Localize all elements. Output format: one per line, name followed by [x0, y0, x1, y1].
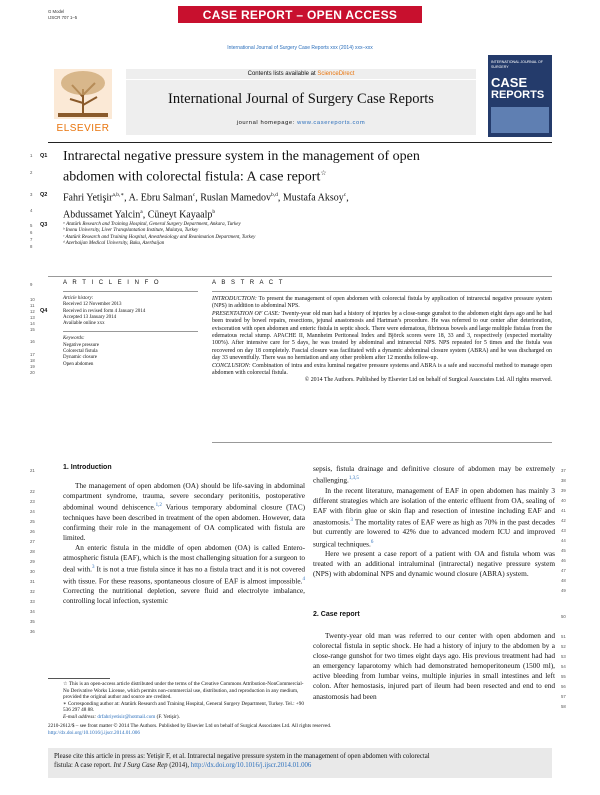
abstract-copyright: © 2014 The Authors. Published by Elsevier Ltd on behalf of Surgical Associates Ltd. All rights reserved. [304, 377, 552, 384]
line-number: 15 [30, 327, 35, 332]
author-sup: b [212, 209, 216, 216]
header-rule [48, 142, 552, 143]
intro-p2: An enteric fistula in the middle of open abdomen (OA) is called Entero-atmospheric fistula (EAF), which is the most challenging situation for a surgeon to deal with. [63, 542, 305, 574]
rc-p3: Here we present a case report of a patient with OA and fistula whom was treated with an additional intraluminal (intrarectal) negative pressure system (NPS) with abdominal NPS and dynamic wound closure (ABRA) system. [313, 549, 555, 579]
line-number: 19 [30, 364, 35, 369]
intro-p1: The management of open abdomen (OA) should be life-saving in abdominal compartment syndrome, trauma, severe secondary peritonitis, postoperative abdominal wound dehiscence. [63, 481, 305, 512]
divider [48, 276, 552, 277]
affiliation: ᵈ Azerbaijan Medical University, Baku, Azerbaijan [63, 241, 165, 247]
line-number: 13 [30, 315, 35, 320]
divider [63, 291, 198, 292]
author-sup: a,b,∗ [112, 192, 125, 198]
author-name: , Mustafa Aksoy [277, 192, 344, 204]
keyword: Open abdomen [63, 361, 94, 367]
intro-body [63, 481, 305, 606]
email-link[interactable]: drfahriyetisir@hotmail.com [97, 713, 156, 720]
footnote-corresponding: ∗ Corresponding author at: Atatürk Research and Training Hospital, General Surgery Department, Turkey. Tel.: +90 536 297 48 88. [63, 700, 304, 714]
rc-p2b: The mortality rates of EAF were as high as 70% in the past decades but currently are lowered to 42% due to advanced modern ICU and improved surgical techniques. [313, 517, 555, 548]
line-number: 57 [561, 694, 566, 699]
line-number: 38 [561, 478, 566, 483]
line-number: 48 [561, 578, 566, 583]
query-marker: Q4 [40, 308, 48, 314]
author-sup: b,d [271, 192, 278, 198]
line-number: 21 [30, 468, 35, 473]
footnotes [63, 681, 305, 721]
abstract-conclusion: Combination of intra and extra luminal negative pressure systems and ABRA is a safe and successful method to manage open abdomen with colorectal fistula. [212, 362, 552, 377]
abstract-conclusion-label: CONCLUSION: [212, 362, 251, 369]
affiliations [63, 222, 533, 248]
footnote-license: ☆ This is an open-access article distributed under the terms of the Creative Commons Attribution-NonCommercial-No Derivative Works License, which permits non-commercial use, distribution, and reproduction in any medium, provided the original author and source are credited. [63, 681, 304, 701]
line-number: 1 [30, 153, 33, 158]
line-number: 8 [30, 244, 33, 249]
title-line2: abdomen with colorectal fistula: A case report [63, 169, 321, 185]
email-suffix: (F. Yetişir). [155, 713, 180, 720]
rc-p1: sepsis, fistula drainage and definitive closure of abdomen may be extremely challenging. [313, 464, 555, 485]
history-label: Article history: [63, 296, 94, 301]
intro-p2b: It is not a true fistula since it has no a fistula tract and it is not covered with tissue. For these reasons, spontaneous closure of EAF is almost impossible. [63, 564, 305, 586]
line-number: 42 [561, 518, 566, 523]
line-number: 32 [30, 589, 35, 594]
line-number: 35 [30, 619, 35, 624]
author-name: , Cüneyt Kayaalp [142, 209, 213, 221]
intro-heading: 1. Introduction [63, 464, 112, 471]
abstract-intro: To present the management of open abdomen with colorectal fistula by application of intrarectal negative pressure system (NPS) in addition to abdominal NPS. [212, 296, 552, 310]
citation-ref[interactable]: 4 [302, 576, 305, 582]
author-sup: c [192, 192, 196, 198]
title-star: ☆ [320, 169, 327, 177]
line-number: 45 [561, 548, 566, 553]
line-number: 27 [30, 539, 35, 544]
abstract-heading: A B S T R A C T [212, 280, 285, 286]
line-number: 29 [30, 559, 35, 564]
cover-reports: REPORTS [491, 89, 545, 101]
line-number: 28 [30, 549, 35, 554]
line-number: 20 [30, 370, 35, 375]
cover-image [491, 107, 549, 133]
citation-journal: Int J Surg Case Rep [111, 762, 168, 769]
abstract-intro-label: INTRODUCTION: [212, 296, 257, 302]
footnote-rule [48, 678, 110, 679]
line-number: 7 [30, 237, 33, 242]
line-number: 36 [30, 629, 35, 634]
divider [212, 442, 552, 443]
query-marker: Q3 [40, 222, 48, 228]
line-number: 52 [561, 644, 566, 649]
affiliation: ᶜ Atatürk Research and Training Hospital, Anesthesiology and Reanimation Department, Turkey [63, 234, 256, 240]
line-number: 12 [30, 309, 35, 314]
article-id-line1: G Model [48, 9, 65, 14]
author-name: , A. Ebru Salman [124, 192, 193, 204]
author-sup: c [343, 192, 347, 198]
title-line1: Intrarectal negative pressure system in the management of open [63, 149, 420, 164]
abstract-body [212, 296, 552, 385]
line-number: 14 [30, 321, 35, 326]
contents-prefix: Contents lists available at [247, 71, 316, 77]
query-marker: Q1 [40, 153, 48, 159]
history-accepted: Accepted 13 January 2014 [63, 314, 117, 320]
journal-header [48, 55, 552, 140]
divider [212, 291, 552, 292]
line-number: 41 [561, 508, 566, 513]
intro-p1b: Various temporary abdominal closure (TAC) techniques have been described in treatment of the open abdomen. However, data confirming their role in the management of OA complicated with fistula are limited. [63, 502, 305, 542]
publisher-name: ELSEVIER [56, 123, 110, 134]
homepage-label: journal homepage: [236, 120, 295, 126]
journal-reference-link[interactable]: International Journal of Surgery Case Reports xxx (2014) xxx–xxx [227, 45, 373, 51]
line-number: 50 [561, 614, 566, 619]
article-title [63, 148, 533, 186]
line-number: 40 [561, 498, 566, 503]
line-number: 25 [30, 519, 35, 524]
line-number: 34 [30, 609, 35, 614]
line-number: 47 [561, 568, 566, 573]
cover-case: CASE [491, 75, 528, 90]
line-number: 4 [30, 208, 33, 213]
history-revised: Received in revised form 4 January 2014 [63, 308, 146, 314]
line-number: 37 [561, 468, 566, 473]
citation-doi-link[interactable]: http://dx.doi.org/10.1016/j.ijscr.2014.01.006 [189, 762, 312, 769]
case-report-heading: 2. Case report [313, 611, 360, 618]
line-number: 17 [30, 352, 35, 357]
issn-line: 2210-2612/$ – see front matter © 2014 The Authors. Published by Elsevier Ltd on behalf of Surgical Associates Ltd. All rights reserved. [48, 723, 332, 729]
affiliation: ᵃ Atatürk Research and Training Hospital, General Surgery Department, Ankara, Turkey [63, 222, 241, 227]
line-number: 43 [561, 528, 566, 533]
citation-ref[interactable]: 3 [92, 565, 95, 571]
line-number: 22 [30, 489, 35, 494]
line-number: 44 [561, 538, 566, 543]
line-number: 5 [30, 223, 33, 228]
line-number: 56 [561, 684, 566, 689]
history-online: Available online xxx [63, 321, 105, 327]
line-number: 53 [561, 654, 566, 659]
line-number: 6 [30, 230, 33, 235]
journal-title: International Journal of Surgery Case Reports [168, 91, 434, 107]
line-number: 18 [30, 358, 35, 363]
line-number: 9 [30, 282, 33, 287]
line-number: 51 [561, 634, 566, 639]
line-number: 33 [30, 599, 35, 604]
journal-homepage [126, 120, 476, 126]
line-number: 39 [561, 488, 566, 493]
affiliation: ᵇ Inonu University, Liver Transplantation Institute, Malatya, Turkey [63, 228, 199, 234]
citation-line1: Please cite this article in press as: Yetişir F, et al. Intrarectal negative pressure system in the management of open abdomen with colorectal [54, 753, 430, 760]
author-name: , Ruslan Mamedov [195, 192, 272, 204]
line-number: 31 [30, 579, 35, 584]
article-info [63, 296, 198, 368]
line-number: 2 [30, 170, 33, 175]
line-number: 16 [30, 339, 35, 344]
keyword: Negative pressure [63, 342, 99, 348]
query-marker: Q2 [40, 192, 48, 198]
line-number: 49 [561, 588, 566, 593]
citation-ref[interactable]: 1,3,5 [348, 476, 359, 482]
line-number: 58 [561, 704, 566, 709]
line-number: 46 [561, 558, 566, 563]
author-name: Abdussamet Yalcin [63, 209, 141, 221]
citation-box [48, 748, 552, 778]
history-received: Received 12 November 2013 [63, 302, 122, 308]
keyword: Dynamic closure [63, 355, 98, 361]
email-label: E-mail address: [63, 713, 97, 720]
author-name: Fahri Yetişir [63, 192, 113, 204]
article-id [48, 9, 77, 20]
doi-link[interactable]: http://dx.doi.org/10.1016/j.ijscr.2014.01.006 [48, 730, 140, 736]
author-list: Fahri Yetişir$^{a,b,∗}$, A. Ebru Salman$^c$, Ruslan Mamedov$^{b,d}$, Mustafa Aksoy$^c$, Abdussamet Yalcin$^a$, Cüneyt Kayaalp$^b$ [63, 192, 349, 221]
line-number: 26 [30, 529, 35, 534]
contents-line [126, 69, 476, 79]
line-number: 23 [30, 499, 35, 504]
case-report-body: Twenty-year old man was referred to our center with open abdomen and colorectal fistula in septic shock. He had a history of injury to the abdomen by a close-range gunshot for two times eight days ago. His previous treatment had had an emergency laparotomy which had demonstrated hemoperitoneum (1500 ml), active bleeding from lumbar veins, multiple injuries in small intestines and left colon. After hemostasis, injured part of ileum had been resected and end to end anastomosis had been [313, 631, 555, 701]
rc-p2: In the recent literature, management of EAF in open abdomen has mainly 3 different strategies which are isolation of the enteric effluent from OA, sealing of EAF with fibrin glue or skin flap and resection of intestine including EAF and anastomosis. [313, 485, 555, 527]
article-id-line2: IJSCR 707 1–5 [48, 14, 78, 20]
cover-subtitle: INTERNATIONAL JOURNAL OF SURGERY [491, 60, 543, 69]
intro-p2c: Correcting the nutritional depletion, severe fluid and electrolyte imbalance, controlling local infection, systemic [63, 586, 305, 606]
article-info-heading: A R T I C L E I N F O [63, 280, 161, 286]
citation-ref[interactable]: 6 [370, 539, 374, 545]
author-sup: a [140, 209, 143, 216]
line-number: 30 [30, 569, 35, 574]
line-number: 24 [30, 509, 35, 514]
journal-cover [488, 55, 552, 137]
abstract-case: Twenty-year old man had a history of injuries by a close-range gunshot to the abdomen eight days ago and he had been treated by bowel repairs, resections, jejunal anastomosis and Hartman’s procedure. He was referred to our center after deterioration, evisceration with open abdomen and enteric fistula in septic shock. There were edematous, fibrinous bowels and large multiple fistulas from the edematous rectal stump. APACHE II, Mannheim Peritoneal Index and Björck scores were 18, 33 and 3, respectively (expected mortality 100%). After intensive care for 5 days, he was treated by abdominal and intrarectal NPS. NPS repeated for 5 times and the fistula was recovered on day 18 completely. Fascial closure was facilitated with a dynamic abdominal closure system (ABRA) and he was discharged on day 33 uneventfully. There was no herniation and any other problem after 12 months follow-up. [212, 310, 552, 362]
sciencedirect-link[interactable]: ScienceDirect [317, 71, 355, 77]
citation-year: (2014), [167, 762, 190, 769]
line-number: 3 [30, 192, 33, 197]
case-report-banner: CASE REPORT – OPEN ACCESS [178, 6, 422, 23]
line-number: 55 [561, 674, 566, 679]
right-column-body [313, 464, 555, 579]
line-number: 11 [30, 303, 35, 308]
keywords-label: Keywords: [63, 331, 198, 342]
abstract-case-label: PRESENTATION OF CASE: [212, 310, 280, 317]
citation-prefix: fistula: A case report. [54, 762, 112, 769]
line-number: 10 [30, 297, 35, 302]
citation-ref[interactable]: 1,2 [155, 503, 162, 509]
keyword: Colorectal fistula [63, 349, 98, 355]
homepage-link[interactable]: www.casereports.com [297, 120, 366, 126]
citation-ref[interactable]: 3 [350, 517, 353, 523]
elsevier-logo [48, 55, 118, 140]
line-number: 54 [561, 664, 566, 669]
